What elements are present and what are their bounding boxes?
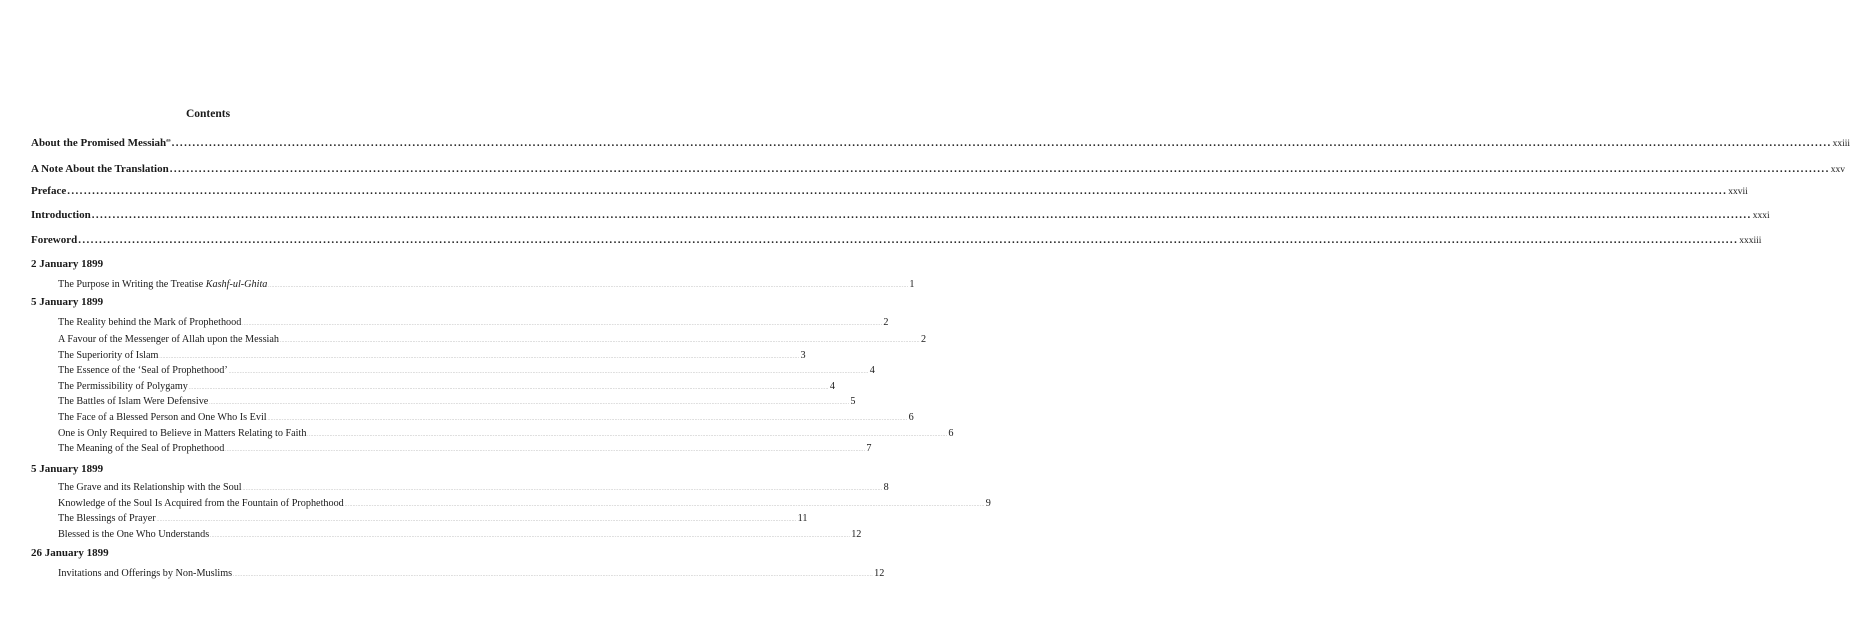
toc-entry-page: 11: [797, 513, 808, 524]
toc-entry[interactable]: [58, 513, 808, 524]
dot-leader: ................................................................................................................................................................................................................................................................................................................................................................................................................: [242, 321, 883, 326]
toc-entry-page: 8: [883, 482, 889, 493]
toc-entry-page: 4: [869, 365, 875, 376]
toc-entry[interactable]: [58, 482, 889, 493]
toc-entry[interactable]: [58, 412, 914, 423]
toc-entry-label: A Favour of the Messenger of Allah upon the Messiah: [58, 334, 279, 345]
toc-entry-translation-note[interactable]: [31, 163, 1845, 175]
toc-entry-label: Invitations and Offerings by Non-Muslims: [58, 568, 233, 579]
dot-leader: ................................................................................................................................................................................................................................................................................................................................................................................................................: [307, 432, 948, 437]
dot-leader: ................................................................................................................................................................................................................................................................................................................................................................................................................: [91, 209, 1752, 221]
dot-leader: ................................................................................................................................................................................................................................................................................................................................................................................................................: [279, 338, 920, 343]
toc-entry-page: 6: [908, 412, 914, 423]
toc-entry[interactable]: [58, 529, 862, 540]
toc-entry-page: xxxi: [1752, 211, 1770, 221]
toc-entry-page: 4: [829, 381, 835, 392]
section-date: 2 January 1899: [31, 258, 104, 270]
toc-entry[interactable]: [58, 568, 885, 579]
toc-entry-label: The Battles of Islam Were Defensive: [58, 396, 209, 407]
toc-entry-label: About the Promised Messiah$^{as}$: [31, 137, 171, 149]
dot-leader: ................................................................................................................................................................................................................................................................................................................................................................................................................: [156, 517, 797, 522]
toc-entry[interactable]: [58, 317, 889, 328]
toc-entry-label: The Blessings of Prayer: [58, 513, 156, 524]
dot-leader: ................................................................................................................................................................................................................................................................................................................................................................................................................: [267, 416, 908, 421]
toc-entry-page: xxvii: [1728, 187, 1748, 197]
dot-leader: ................................................................................................................................................................................................................................................................................................................................................................................................................: [225, 447, 866, 452]
dot-leader: ................................................................................................................................................................................................................................................................................................................................................................................................................: [67, 185, 1728, 197]
toc-entry[interactable]: [58, 350, 806, 361]
toc-entry-label: Preface: [31, 185, 67, 197]
toc-entry-label: The Meaning of the Seal of Prophethood: [58, 443, 225, 454]
toc-entry-page: xxiii: [1832, 139, 1850, 149]
dot-leader: ................................................................................................................................................................................................................................................................................................................................................................................................................: [169, 163, 1830, 175]
toc-entry-label: The Essence of the ‘Seal of Prophethood’: [58, 365, 228, 376]
toc-entry-page: 12: [874, 568, 885, 579]
dot-leader: ................................................................................................................................................................................................................................................................................................................................................................................................................: [171, 137, 1832, 149]
dot-leader: ................................................................................................................................................................................................................................................................................................................................................................................................................: [268, 283, 909, 288]
section-date: 26 January 1899: [31, 547, 109, 559]
dot-leader: ................................................................................................................................................................................................................................................................................................................................................................................................................: [209, 400, 850, 405]
section-date: 5 January 1899: [31, 296, 104, 308]
toc-entry-label: The Face of a Blessed Person and One Who Is Evil: [58, 412, 267, 423]
toc-entry-introduction[interactable]: [31, 209, 1770, 221]
toc-entry-page: 2: [883, 317, 889, 328]
toc-entry-preface[interactable]: [31, 185, 1748, 197]
toc-entry-page: xxxiii: [1739, 236, 1762, 246]
toc-entry[interactable]: [58, 498, 991, 509]
toc-entry-label: The Grave and its Relationship with the Soul: [58, 482, 242, 493]
dot-leader: ................................................................................................................................................................................................................................................................................................................................................................................................................: [78, 234, 1739, 246]
page-title: Contents: [185, 108, 231, 120]
section-date: 5 January 1899: [31, 463, 104, 475]
dot-leader: ................................................................................................................................................................................................................................................................................................................................................................................................................: [188, 385, 829, 390]
toc-entry[interactable]: [58, 443, 872, 454]
dot-leader: ................................................................................................................................................................................................................................................................................................................................................................................................................: [159, 354, 800, 359]
toc-entry-page: 3: [800, 350, 806, 361]
toc-entry-label: A Note About the Translation: [31, 163, 169, 175]
toc-entry-promised-messiah[interactable]: [31, 137, 1850, 149]
toc-entry-page: 2: [920, 334, 927, 345]
toc-entry-label: The Superiority of Islam: [58, 350, 159, 361]
toc-entry-page: 7: [866, 443, 872, 454]
toc-entry-label: Introduction: [31, 209, 91, 221]
toc-entry[interactable]: [58, 396, 856, 407]
toc-entry-page: 5: [850, 396, 856, 407]
toc-entry[interactable]: [58, 334, 927, 345]
toc-entry-label: The Purpose in Writing the Treatise Kashf-ul-Ghita: [58, 279, 268, 290]
dot-leader: ................................................................................................................................................................................................................................................................................................................................................................................................................: [210, 533, 851, 538]
toc-entry-foreword[interactable]: [31, 234, 1762, 246]
toc-entry[interactable]: [58, 381, 835, 392]
toc-entry-page: 12: [851, 529, 862, 540]
toc-entry-label: Blessed is the One Who Understands: [58, 529, 210, 540]
dot-leader: ................................................................................................................................................................................................................................................................................................................................................................................................................: [228, 369, 869, 374]
toc-entry-label: The Permissibility of Polygamy: [58, 381, 188, 392]
toc-entry-page: 6: [948, 428, 954, 439]
dot-leader: ................................................................................................................................................................................................................................................................................................................................................................................................................: [344, 502, 985, 507]
dot-leader: ................................................................................................................................................................................................................................................................................................................................................................................................................: [242, 486, 883, 491]
dot-leader: ................................................................................................................................................................................................................................................................................................................................................................................................................: [233, 572, 874, 577]
toc-entry-page: 1: [909, 279, 915, 290]
toc-entry[interactable]: [58, 365, 875, 376]
toc-entry[interactable]: [58, 279, 915, 290]
toc-entry-page: xxv: [1830, 165, 1845, 175]
toc-entry-label: Foreword: [31, 234, 78, 246]
toc-entry-label: Knowledge of the Soul Is Acquired from the Fountain of Prophethood: [58, 498, 344, 509]
toc-entry-label: The Reality behind the Mark of Prophethood: [58, 317, 242, 328]
toc-entry[interactable]: [58, 428, 954, 439]
toc-entry-page: 9: [985, 498, 991, 509]
toc-entry-label: One is Only Required to Believe in Matters Relating to Faith: [58, 428, 307, 439]
